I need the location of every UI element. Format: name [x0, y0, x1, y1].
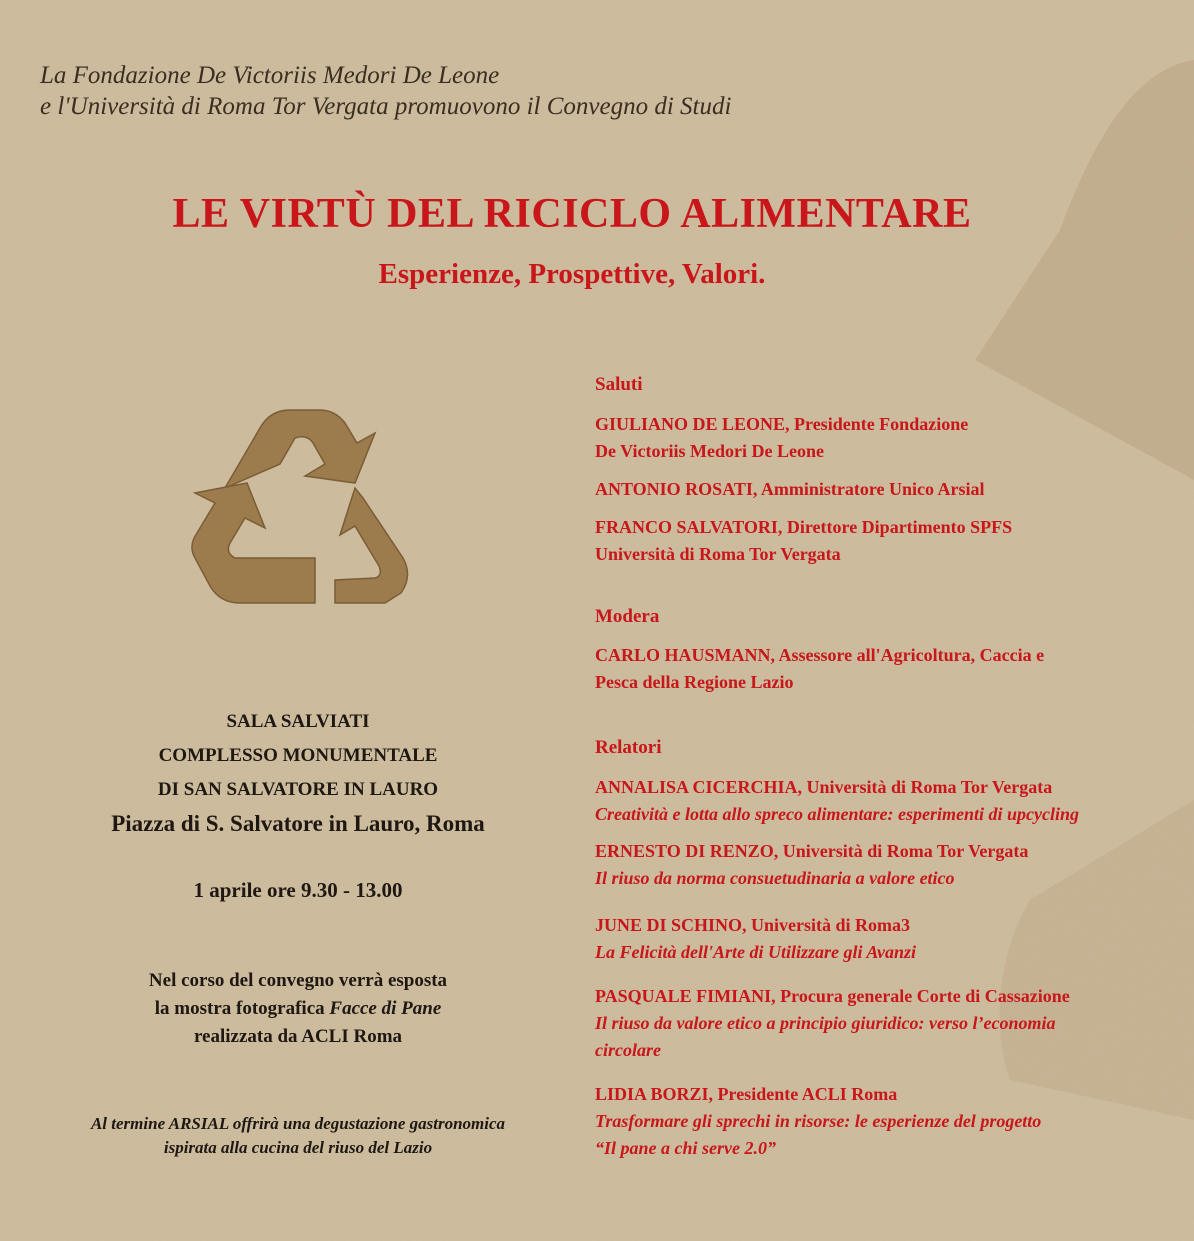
tasting-line-2: ispirata alla cucina del riuso del Lazio: [163, 1138, 433, 1157]
exhibition-title: Facce di Pane: [329, 998, 442, 1019]
exhibition-line-2-text: la mostra fotografica: [154, 998, 330, 1019]
moderator-hausmann: [595, 642, 1185, 696]
speaker-cicerchia-talk: Creatività e lotta allo spreco alimentare: esperimenti di upcycling: [595, 804, 1079, 824]
speaker-cicerchia-name: ANNALISA CICERCHIA, Università di Roma Tor Vergata: [595, 777, 1053, 797]
exhibition-line-3: realizzata da ACLI Roma: [193, 1026, 403, 1047]
speaker-fimiani-talk-line-2: circolare: [595, 1040, 661, 1060]
exhibition-note: [28, 967, 568, 1051]
venue-line-1: SALA SALVIATI: [226, 711, 370, 732]
saluti-section: [595, 371, 1185, 568]
event-date: 1 aprile ore 9.30 - 13.00: [193, 878, 403, 902]
speaker-salvatori-line-2: Università di Roma Tor Vergata: [595, 544, 841, 564]
tasting-line-1: Al termine ARSIAL offrirà una degustazione gastronomica: [90, 1114, 506, 1133]
speaker-di-renzo-talk: Il riuso da norma consuetudinaria a valore etico: [595, 868, 955, 888]
venue-block: [28, 705, 568, 841]
speaker-salvatori-line-1: FRANCO SALVATORI, Direttore Dipartimento SPFS: [595, 517, 1013, 537]
speaker-fimiani-talk-line-1: Il riuso da valore etico a principio giuridico: verso l’economia: [595, 1013, 1056, 1033]
speaker-di-renzo-name: ERNESTO DI RENZO, Università di Roma Tor Vergata: [595, 841, 1029, 861]
speaker-borzi-name: LIDIA BORZI, Presidente ACLI Roma: [595, 1084, 898, 1104]
tasting-note: [28, 1112, 568, 1160]
speaker-fimiani-name: PASQUALE FIMIANI, Procura generale Corte di Cassazione: [595, 986, 1070, 1006]
speaker-di-schino-name: JUNE DI SCHINO, Università di Roma3: [595, 915, 911, 935]
speaker-de-leone: [595, 411, 1185, 465]
intro-text: [40, 60, 731, 122]
relatori-section: [595, 734, 1185, 1162]
modera-heading: Modera: [595, 606, 660, 627]
exhibition-line-1: Nel corso del convegno verrà esposta: [148, 970, 448, 991]
modera-section: [595, 603, 1185, 696]
speaker-borzi-talk-line-2: “Il pane a chi serve 2.0”: [595, 1138, 776, 1158]
speaker-di-schino-talk: La Felicità dell'Arte di Utilizzare gli Avanzi: [595, 942, 916, 962]
speaker-de-leone-line-2: De Victoriis Medori De Leone: [595, 441, 824, 461]
moderator-line-2: Pesca della Regione Lazio: [595, 672, 794, 692]
exhibition-line-2: [28, 995, 568, 1023]
venue-line-3: DI SAN SALVATORE IN LAURO: [157, 779, 439, 800]
venue-address: Piazza di S. Salvatore in Lauro, Roma: [111, 811, 485, 836]
speaker-di-schino: [595, 912, 1185, 966]
speaker-di-renzo: [595, 838, 1185, 892]
intro-line-1: La Fondazione De Victoriis Medori De Leone: [40, 62, 500, 89]
speaker-borzi-talk-line-1: Trasformare gli sprechi in risorse: le esperienze del progetto: [595, 1111, 1042, 1131]
speaker-de-leone-line-1: GIULIANO DE LEONE, Presidente Fondazione: [595, 414, 969, 434]
speaker-borzi: [595, 1081, 1185, 1162]
moderator-line-1: CARLO HAUSMANN, Assessore all'Agricoltura, Caccia e: [595, 645, 1045, 665]
venue-line-2: COMPLESSO MONUMENTALE: [158, 745, 438, 766]
speaker-cicerchia: [595, 774, 1185, 828]
speaker-fimiani: [595, 983, 1185, 1064]
saluti-heading: Saluti: [595, 374, 643, 395]
recycle-icon: [185, 398, 425, 613]
intro-line-2: e l'Università di Roma Tor Vergata promuovono il Convegno di Studi: [40, 93, 732, 120]
relatori-heading: Relatori: [595, 737, 662, 758]
page-title: LE VIRTÙ DEL RICICLO ALIMENTARE: [172, 191, 972, 237]
speaker-salvatori: [595, 514, 1185, 568]
page-subtitle: Esperienze, Prospettive, Valori.: [378, 258, 766, 290]
speaker-rosati: ANTONIO ROSATI, Amministratore Unico Arsial: [595, 479, 985, 499]
